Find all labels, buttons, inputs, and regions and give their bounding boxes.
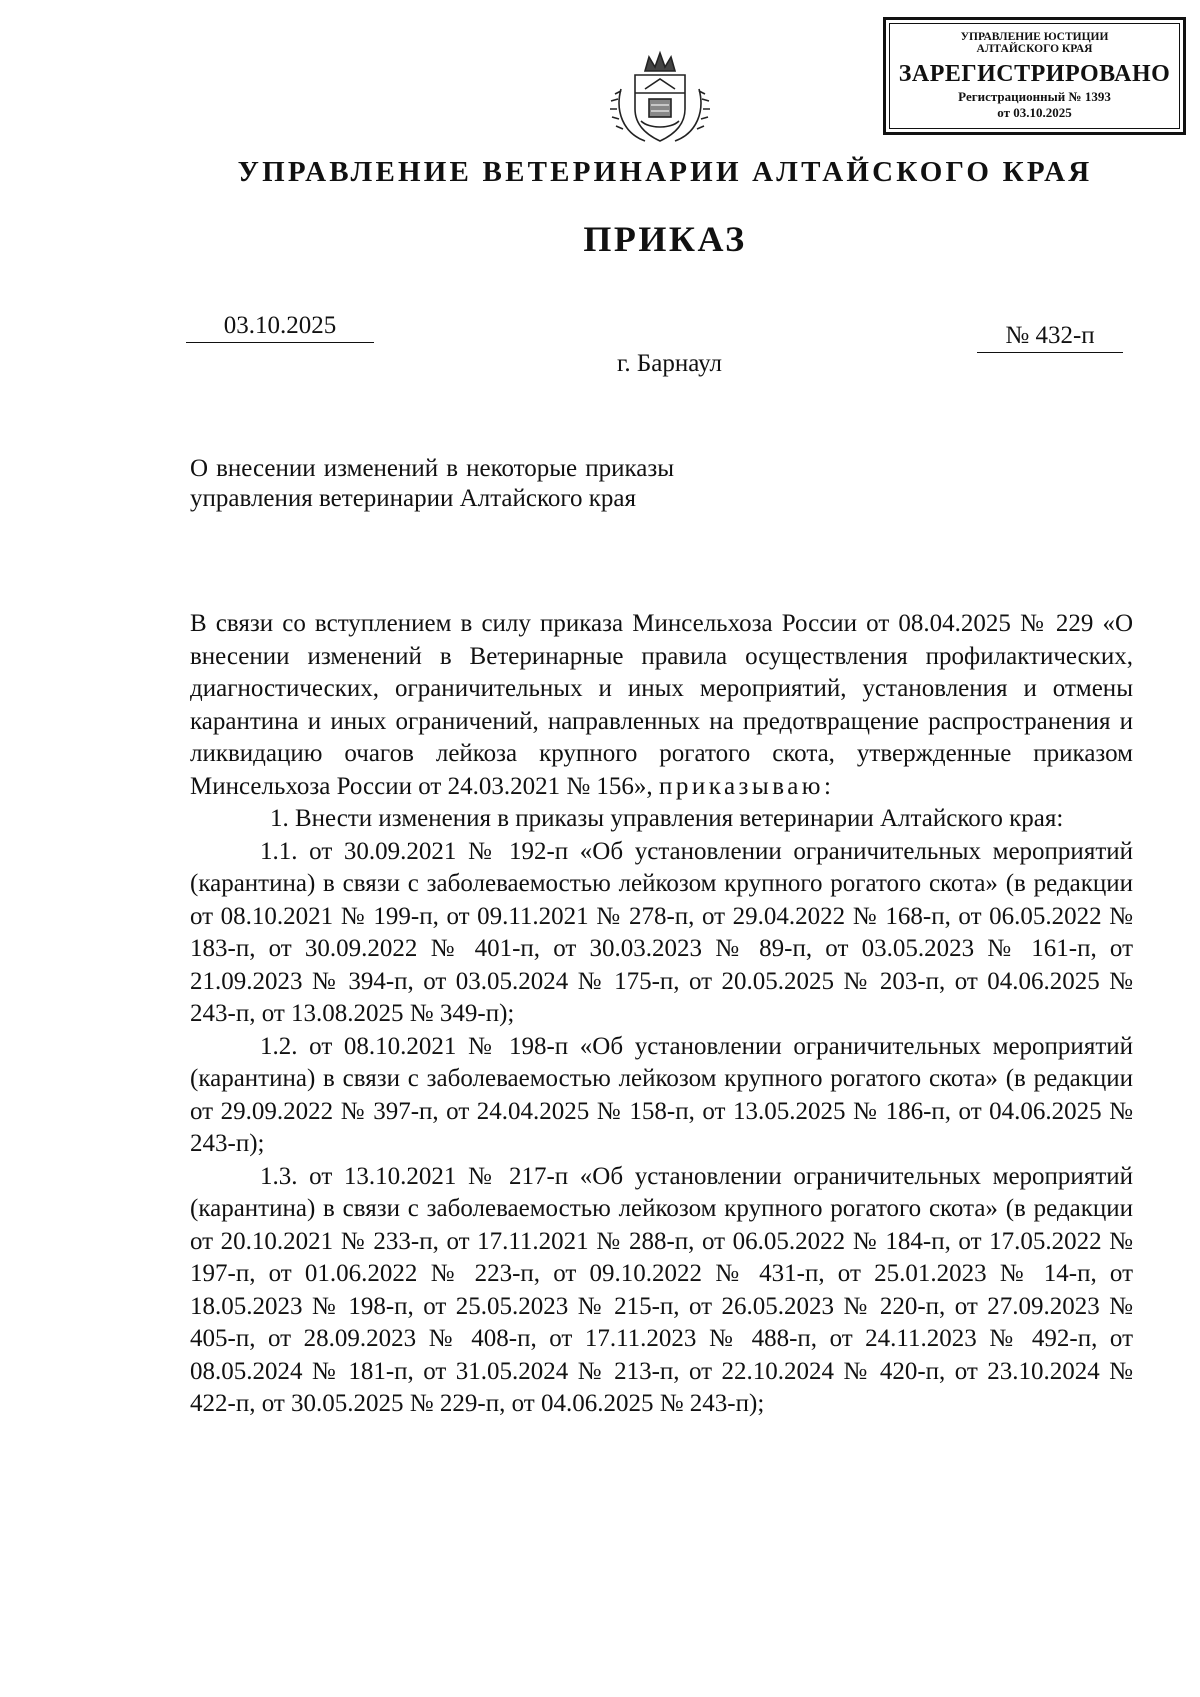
item-1-2: 1.2. от 08.10.2021 № 198-п «Об установлении ограничительных мероприятий (карантина) в связи с заболеваемостью лейкозом крупного рогатого скота» (в редакции от 29.09.2022 № 397-п, от 24.04.2025 № 158-п, от 13.05.2025 № 186-п, от 04.06.2025 № 243-п); [190, 1032, 1133, 1157]
document-date: 03.10.2025 [186, 312, 374, 343]
stamp-org-line1: УПРАВЛЕНИЕ ЮСТИЦИИ [960, 31, 1109, 43]
stamp-reg-number: Регистрационный № 1393 [958, 89, 1111, 104]
coat-of-arms-icon [605, 45, 715, 155]
stamp-reg-date: от 03.10.2025 [997, 105, 1072, 120]
registration-stamp [883, 17, 1186, 135]
intro-text: В связи со вступлением в силу приказа Минсельхоза России от 08.04.2025 № 229 «О внесении изменений в Ветеринарные правила осуществления профилактических, диагностических, ограничительных и иных мероприятий, установления и отмены карантина и иных ограничений, направленных на предотвращение распространения и ликвидацию очагов лейкоза крупного рогатого скота, утвержденные приказом Минсельхоза России от 24.03.2021 № 156», [190, 610, 1133, 800]
item-1: 1. Внести изменения в приказы управления ветеринарии Алтайского края: [270, 805, 1064, 832]
item-1-3: 1.3. от 13.10.2021 № 217-п «Об установлении ограничительных мероприятий (карантина) в связи с заболеваемостью лейкозом крупного рогатого скота» (в редакции от 20.10.2021 № 233-п, от 17.11.2021 № 288-п, от 06.05.2022 № 184-п, от 17.05.2022 № 197-п, от 01.06.2022 № 223-п, от 09.10.2022 № 431-п, от 25.01.2023 № 14-п, от 18.05.2023 № 198-п, от 25.05.2023 № 215-п, от 26.05.2023 № 220-п, от 27.09.2023 № 405-п, от 28.09.2023 № 408-п, от 17.11.2023 № 488-п, от 24.11.2023 № 492-п, от 08.05.2024 № 181-п, от 31.05.2024 № 213-п, от 22.10.2024 № 420-п, от 23.10.2024 № 422-п, от 30.05.2025 № 229-п, от 04.06.2025 № 243-п); [190, 1162, 1133, 1417]
stamp-organization [890, 24, 1179, 55]
stamp-org-line2: АЛТАЙСКОГО КРАЯ [976, 43, 1093, 55]
item-1-1: 1.1. от 30.09.2021 № 192-п «Об установлении ограничительных мероприятий (карантина) в связи с заболеваемостью лейкозом крупного рогатого скота» (в редакции от 08.10.2021 № 199-п, от 09.11.2021 № 278-п, от 29.04.2022 № 168-п, от 06.05.2022 № 183-п, от 30.09.2022 № 401-п, от 30.03.2023 № 89-п, от 03.05.2023 № 161-п, от 21.09.2023 № 394-п, от 03.05.2024 № 175-п, от 20.05.2025 № 203-п, от 04.06.2025 № 243-п, от 13.08.2025 № 349-п); [190, 837, 1133, 1027]
registration-stamp-inner [889, 23, 1180, 129]
document-body [190, 608, 1133, 1421]
document-subject: О внесении изменений в некоторые приказы управления ветеринарии Алтайского края [190, 455, 674, 512]
order-word: приказываю: [658, 772, 835, 800]
document-type: ПРИКАЗ [583, 219, 747, 259]
organization-heading: УПРАВЛЕНИЕ ВЕТЕРИНАРИИ АЛТАЙСКОГО КРАЯ [237, 156, 1093, 188]
document-city: г. Барнаул [617, 350, 722, 377]
stamp-status: ЗАРЕГИСТРИРОВАНО [898, 61, 1171, 87]
intro-paragraph [190, 608, 1133, 803]
document-number: № 432-п [977, 322, 1123, 353]
